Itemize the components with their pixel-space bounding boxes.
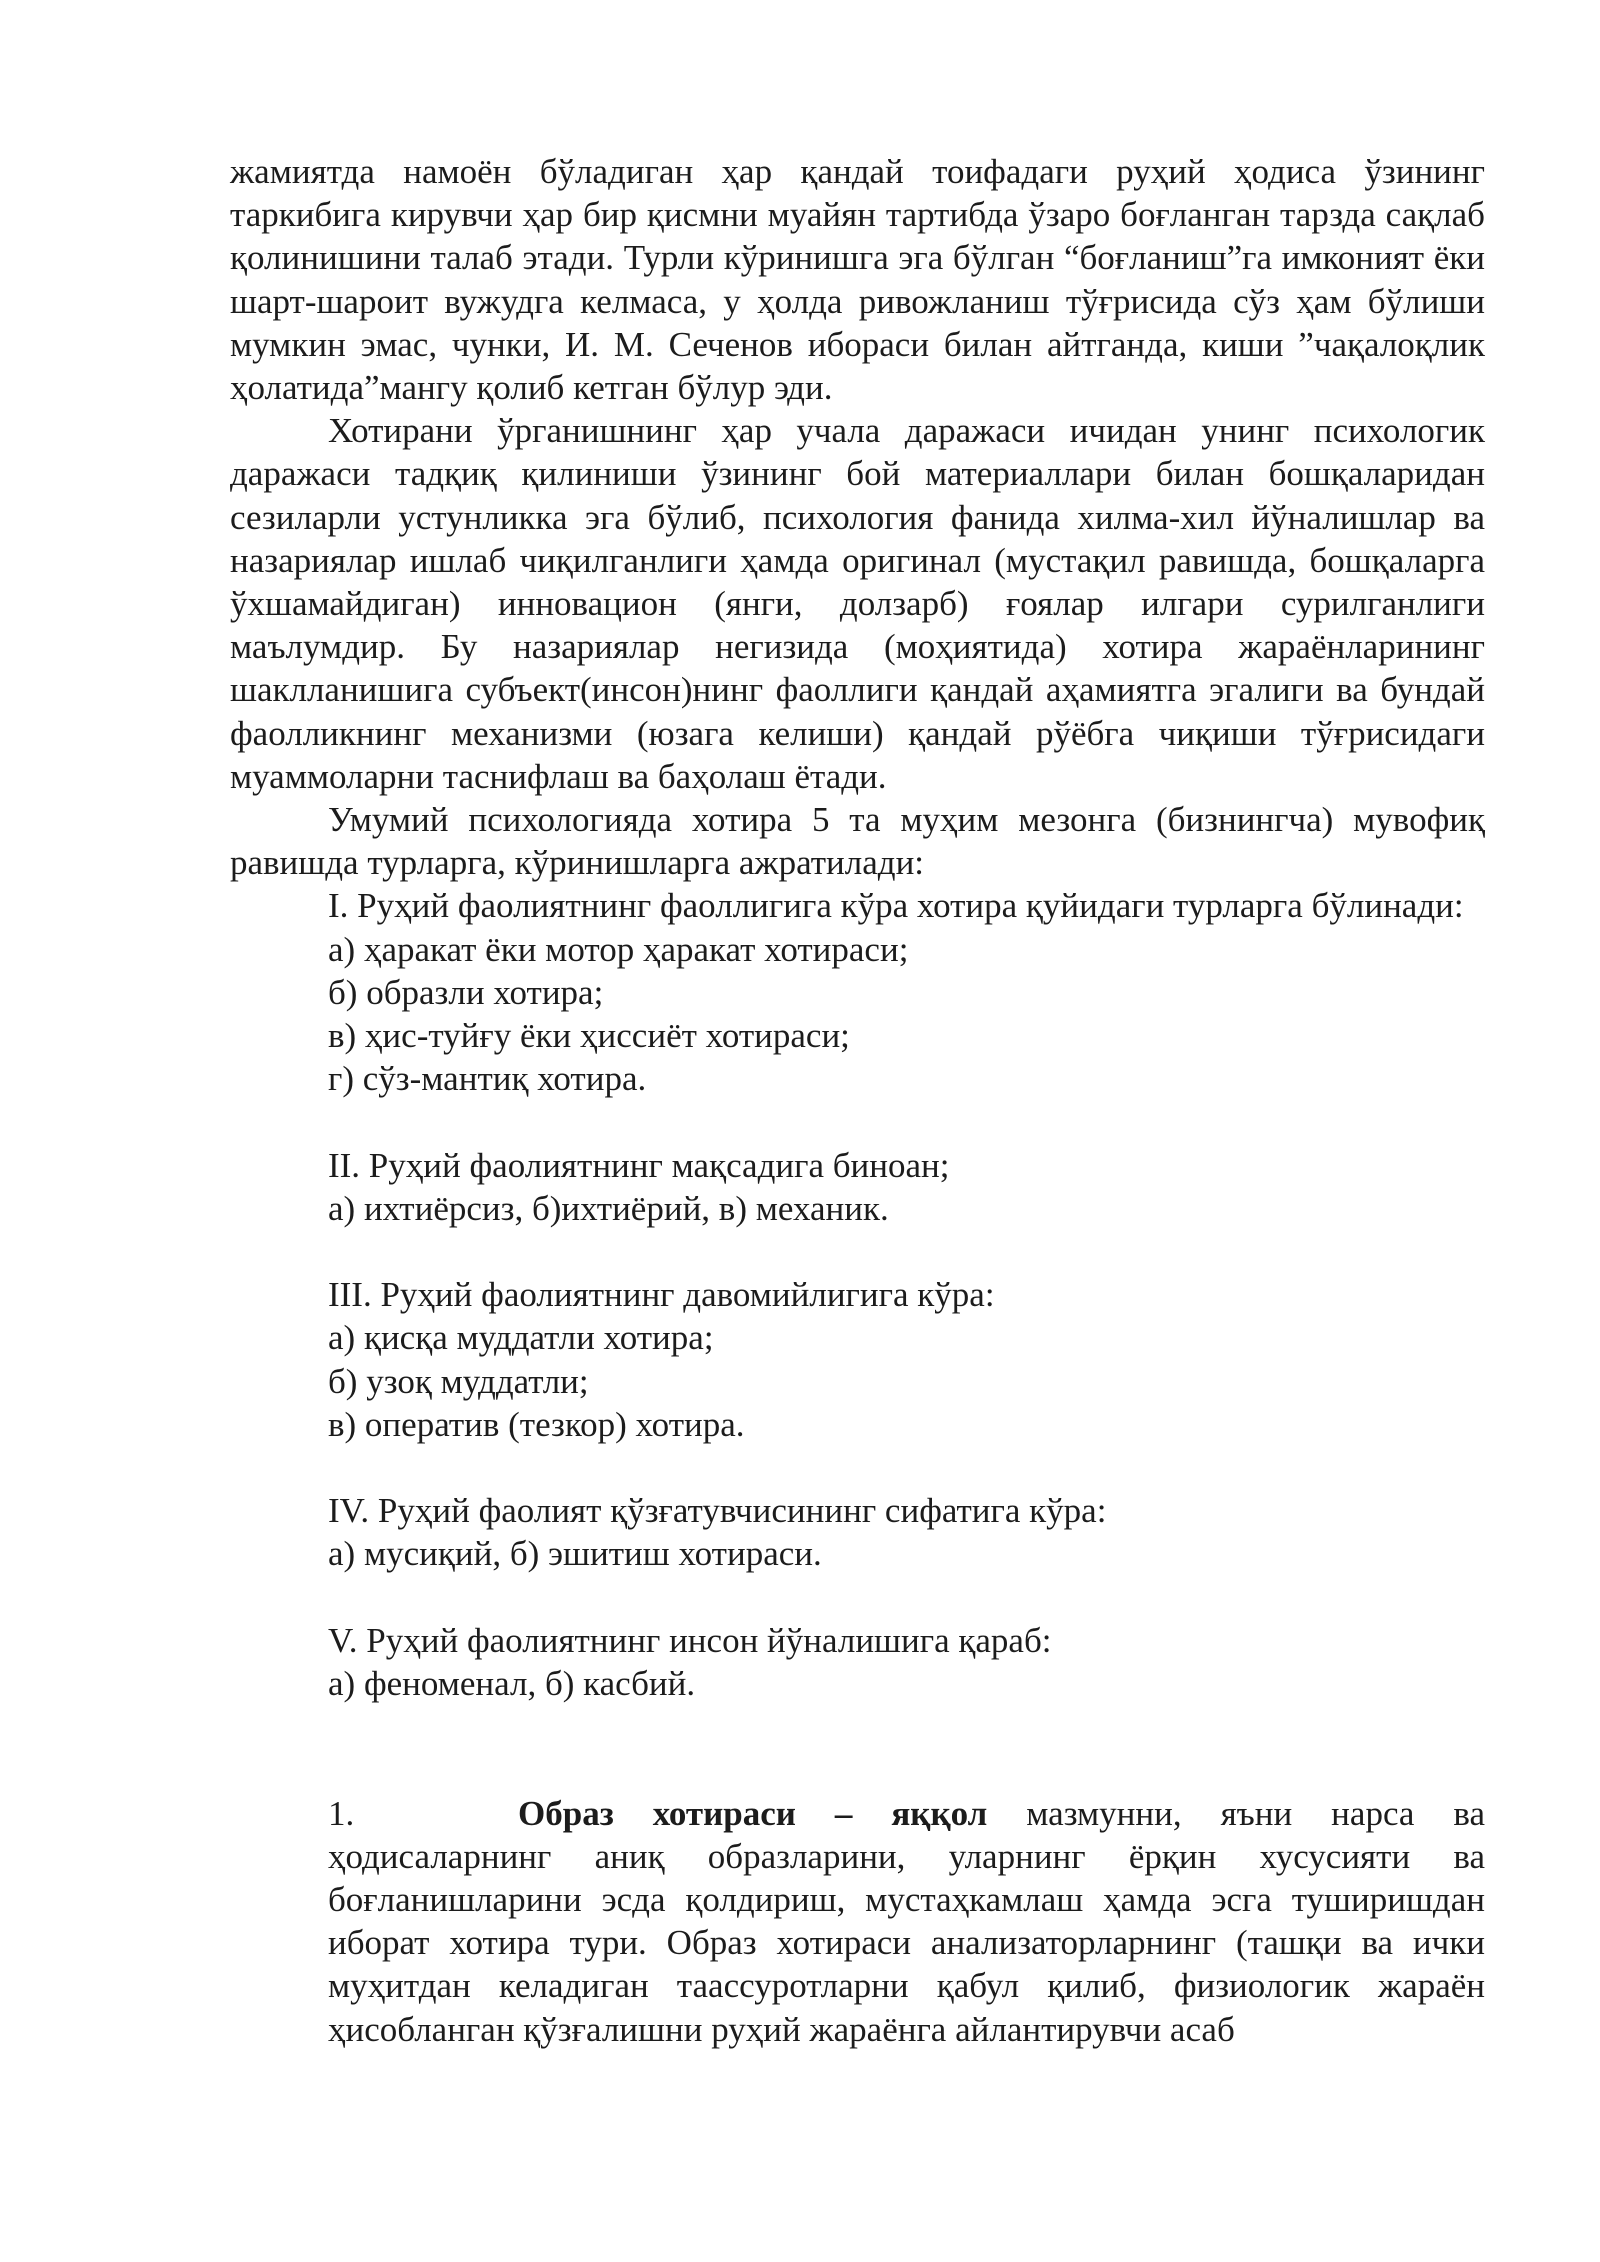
paragraph-1: жамиятда намоён бўладиган ҳар қандай тоифадаги руҳий ҳодиса ўзининг таркибига кирувчи ҳар бир қисмни муайян тартибда ўзаро боғланган тарзда сақлаб қолинишини талаб этади. Турли кўринишга эга бўлган “боғланиш”га имконият ёки шарт-шароит вужудга келмаса, у ҳолда ривожланиш тўғрисида сўз ҳам бўлиши мумкин эмас, чунки, И. М. Сеченов ибораси билан айтганда, киши ”чақалоқлик ҳолатида”мангу қолиб кетган бўлур эди. <box>230 152 1485 408</box>
section-4-heading: IV. Руҳий фаолият қўзғатувчисининг сифатига кўра: <box>328 1491 1107 1531</box>
section-4-item: а) мусиқий, б) эшитиш хотираси. <box>328 1534 822 1574</box>
section-3-heading: III. Руҳий фаолиятнинг давомийлигига кўра: <box>328 1275 995 1315</box>
section-1-heading: I. Руҳий фаолиятнинг фаоллигига кўра хотира қуйидаги турларга бўлинади: <box>328 886 1464 926</box>
paragraph-2: Хотирани ўрганишнинг ҳар учала даражаси ичидан унинг психологик даражаси тадқиқ қилиниши ўзининг бой материаллари билан бошқаларидан сезиларли устунликка эга бўлиб, психология фанида хилма-хил йўналишлар ва назариялар ишлаб чиқилганлиги ҳамда оригинал (мустақил равишда, бошқаларга ўхшамайдиган) инновацион (янги, долзарб) ғоялар илгари сурилганлиги маълумдир. Бу назариялар негизида (моҳиятида) хотира жараёнларининг шаклланишига субъект(инсон)нинг фаоллиги қандай аҳамиятга эгалиги ва бундай фаолликнинг механизми (юзага келиши) қандай рўёбга чиқиши тўғрисидаги муаммоларни таснифлаш ва баҳолаш ётади. <box>230 411 1485 796</box>
section-5-item: а) феноменал, б) касбий. <box>328 1664 696 1704</box>
section-5-heading: V. Руҳий фаолиятнинг инсон йўналишига қараб: <box>328 1620 1052 1660</box>
section-3-item: а) қисқа муддатли хотира; <box>328 1318 714 1358</box>
section-1-item: в) ҳис-туйғу ёки ҳиссиёт хотираси; <box>328 1016 850 1056</box>
section-3-item: б) узоқ муддатли; <box>328 1361 589 1401</box>
document-page <box>230 150 1485 2051</box>
list-number: 1. <box>328 1793 355 1833</box>
paragraph-3: Умумий психологияда хотира 5 та муҳим мезонга (бизнингча) мувофиқ равишда турларга, кўринишларга ажратилади: <box>230 800 1485 883</box>
section-3-item: в) оператив (тезкор) хотира. <box>328 1404 745 1444</box>
spacer <box>230 1230 1485 1273</box>
numbered-paragraph <box>230 1792 1485 2051</box>
spacer <box>230 1100 1485 1143</box>
term-bold: Образ хотираси – яққол <box>518 1793 988 1833</box>
spacer <box>230 1705 1485 1791</box>
section-1-item: б) образли хотира; <box>328 972 604 1012</box>
section-2-heading: II. Руҳий фаолиятнинг мақсадига биноан; <box>328 1145 950 1185</box>
section-2-item: а) ихтиёрсиз, б)ихтиёрий, в) механик. <box>328 1188 889 1228</box>
section-1-item: г) сўз-мантиқ хотира. <box>328 1059 647 1099</box>
spacer <box>230 1576 1485 1619</box>
section-1-item: а) ҳаракат ёки мотор ҳаракат хотираси; <box>328 929 909 969</box>
spacer <box>230 1446 1485 1489</box>
term-definition: мазмунни, яъни нарса ва ҳодисаларнинг аниқ образларини, уларнинг ёрқин хусусияти ва боғланишларини эсда қолдириш, мустаҳкамлаш ҳамда эсга туширишдан иборат хотира тури. Образ хотираси анализаторларнинг (ташқи ва ички муҳитдан келадиган таассуротларни қабул қилиб, физиологик жараён ҳисобланган қўзғалишни руҳий жараёнга айлантирувчи асаб <box>328 1793 1485 2049</box>
